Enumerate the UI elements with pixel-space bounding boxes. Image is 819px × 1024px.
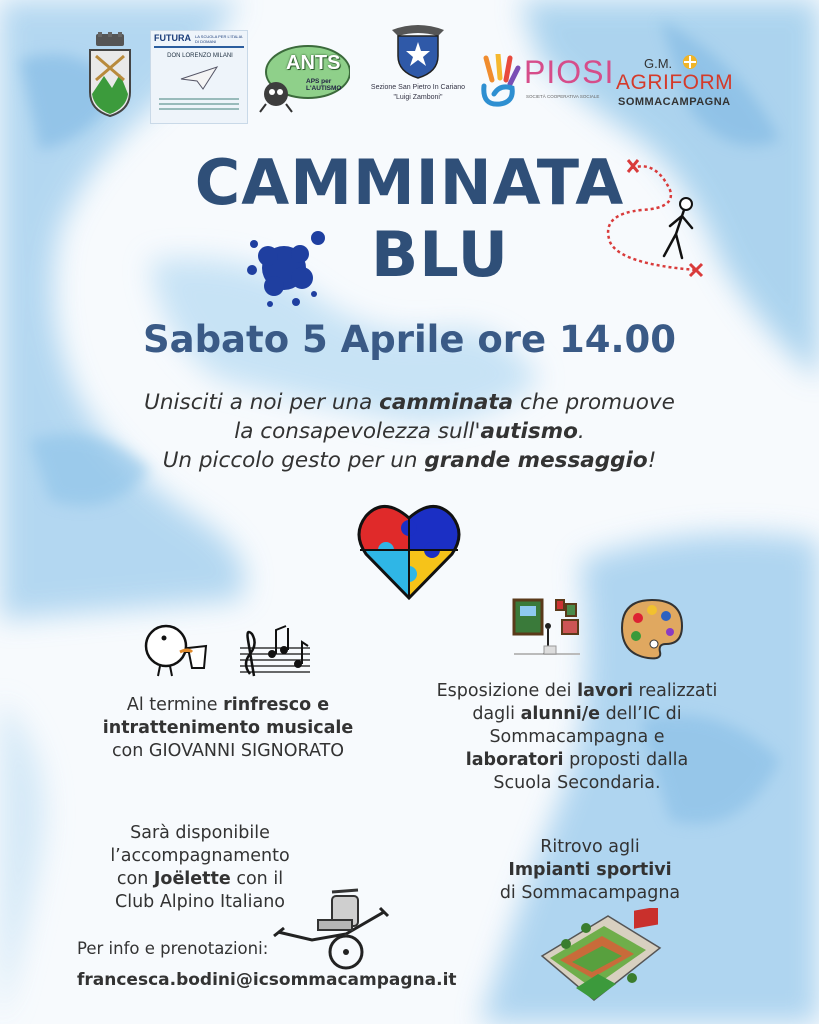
joelette-chair-icon bbox=[272, 882, 390, 972]
ants-name: ANTS bbox=[286, 52, 341, 74]
exhibit-line-5: Scuola Secondaria. bbox=[493, 773, 661, 793]
agriform-place: SOMMACAMPAGNA bbox=[618, 96, 731, 108]
futura-school: DON LORENZO MILANI bbox=[167, 53, 233, 59]
futura-divider bbox=[154, 46, 244, 48]
paper-plane-icon bbox=[179, 65, 219, 91]
intro-line-3a: Un piccolo gesto per un bbox=[162, 448, 425, 473]
logo-row bbox=[80, 28, 750, 128]
intro-line-2c: . bbox=[577, 419, 585, 444]
exhibit-line-2c: dell’IC di bbox=[600, 704, 682, 724]
refresh-line-1b: rinfresco e bbox=[223, 695, 330, 715]
intro-line-2b: autismo bbox=[480, 419, 578, 444]
municipal-crest-icon bbox=[86, 32, 134, 118]
futura-text-lines bbox=[159, 95, 239, 113]
ants-logo bbox=[258, 42, 350, 116]
agriform-name: AGRIFORM bbox=[616, 71, 734, 94]
eating-person-icon bbox=[140, 622, 220, 678]
piosi-name: PIOSI bbox=[524, 54, 615, 90]
event-title-line2: BLU bbox=[371, 218, 509, 291]
meeting-point-info bbox=[460, 836, 720, 905]
cai-eagle-star-icon bbox=[388, 22, 448, 80]
meeting-line-1: Ritrovo agli bbox=[540, 837, 640, 857]
intro-line-3c: ! bbox=[647, 448, 657, 473]
exhibition-info bbox=[412, 680, 742, 795]
intro-line-1c: che promuove bbox=[513, 390, 675, 415]
event-title-line1: CAMMINATA bbox=[194, 146, 625, 219]
futura-logo bbox=[150, 30, 248, 124]
exhibit-line-1b: lavori bbox=[577, 681, 633, 701]
refresh-line-2b: intrattenimento musicale bbox=[102, 718, 354, 738]
agriform-emblem-icon bbox=[680, 54, 700, 70]
walking-path-icon bbox=[596, 150, 708, 282]
cai-logo bbox=[368, 22, 468, 122]
event-date: Sabato 5 Aprile ore 14.00 bbox=[142, 318, 677, 361]
futura-subtitle: LA SCUOLA PER L'ITALIA DI DOMANI bbox=[195, 34, 243, 44]
puzzle-heart-icon bbox=[356, 498, 462, 604]
contact-email[interactable]: francesca.bodini@icsommacampagna.it bbox=[77, 970, 457, 990]
intro-line-2a: la consapevolezza sull' bbox=[234, 419, 481, 444]
refreshment-info bbox=[78, 694, 378, 763]
joelette-line-4: Club Alpino Italiano bbox=[114, 892, 285, 912]
intro-line-1a: Unisciti a noi per una bbox=[144, 390, 380, 415]
joelette-line-2: l’accompagnamento bbox=[110, 846, 290, 866]
refresh-line-2 bbox=[78, 717, 378, 740]
piosi-subtitle: SOCIETÀ COOPERATIVA SOCIALE bbox=[526, 94, 600, 99]
paint-palette-icon bbox=[618, 596, 686, 662]
ants-subtitle: APS per L'AUTISMO bbox=[306, 78, 342, 92]
cai-section-name: Sezione San Pietro In Cariano bbox=[370, 84, 466, 91]
joelette-line-1: Sarà disponibile bbox=[130, 823, 270, 843]
intro-line-3b: grande messaggio bbox=[424, 448, 648, 473]
exhibit-line-1a: Esposizione dei bbox=[436, 681, 578, 701]
meeting-line-3: di Sommacampagna bbox=[499, 883, 681, 903]
exhibit-line-4a: laboratori bbox=[465, 750, 564, 770]
exhibit-line-2 bbox=[412, 703, 742, 726]
meeting-line-2b: Impianti sportivi bbox=[508, 860, 672, 880]
intro-line-3 bbox=[0, 446, 819, 475]
agriform-logo bbox=[614, 56, 740, 108]
info-label: Per info e prenotazioni: bbox=[77, 939, 269, 958]
joelette-line-3b: Joëlette bbox=[153, 869, 231, 889]
exhibit-line-2a: dagli bbox=[472, 704, 521, 724]
exhibit-line-1 bbox=[412, 680, 742, 703]
refresh-line-3: con GIOVANNI SIGNORATO bbox=[111, 741, 345, 761]
exhibit-line-3: Sommacampagna e bbox=[489, 727, 665, 747]
intro-text bbox=[0, 388, 819, 475]
joelette-line-3c: con il bbox=[230, 869, 284, 889]
intro-line-1b: camminata bbox=[379, 390, 514, 415]
colorful-hand-icon bbox=[476, 54, 522, 108]
futura-title: FUTURA bbox=[154, 33, 191, 43]
refresh-line-1 bbox=[78, 694, 378, 717]
joelette-line-3a: con bbox=[116, 869, 154, 889]
intro-line-2 bbox=[0, 417, 819, 446]
refresh-line-1a: Al termine bbox=[126, 695, 224, 715]
exhibit-line-4b: proposti dalla bbox=[563, 750, 689, 770]
exhibit-line-2b: alunni/e bbox=[520, 704, 601, 724]
meeting-line-2 bbox=[460, 859, 720, 882]
piosi-logo bbox=[476, 54, 615, 110]
exhibit-line-4 bbox=[412, 749, 742, 772]
agriform-gm: G.M. bbox=[644, 56, 673, 71]
art-gallery-icon bbox=[510, 594, 584, 660]
sports-field-icon bbox=[536, 908, 666, 1008]
intro-line-1 bbox=[0, 388, 819, 417]
cai-section-subname: "Luigi Zamboni" bbox=[393, 94, 443, 101]
exhibit-line-1c: realizzati bbox=[632, 681, 718, 701]
music-notes-icon bbox=[238, 624, 312, 678]
paint-splash-icon bbox=[244, 226, 328, 310]
